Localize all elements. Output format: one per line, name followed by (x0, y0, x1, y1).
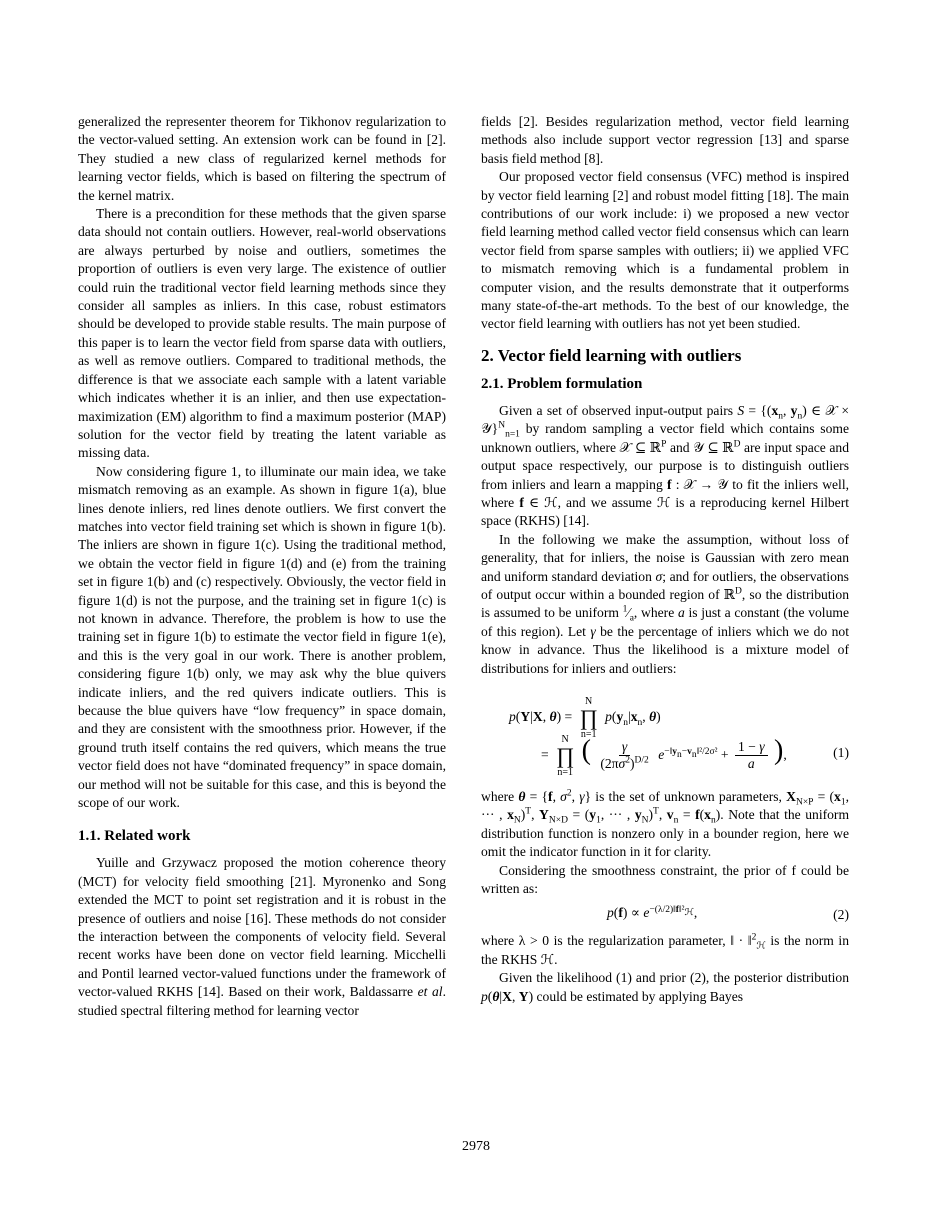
paragraph: generalized the representer theorem for Tikhonov regularization to the vector-valued setting. An extension work can be found in [2]. They studied a new class of regularized kernel methods for learning vector fields, which is based on filtering the spectrum of the kernel matrix. (78, 114, 446, 203)
paragraph: Given the likelihood (1) and prior (2), the posterior distribution p(θ|X, Y) could be estimated by applying Bayes (481, 970, 849, 1004)
left-column (78, 113, 446, 1020)
paragraph: where λ > 0 is the regularization parameter, ‖ · ‖$^2_ℋ$ is the norm in the RKHS ℋ. (481, 932, 849, 967)
text-span: . studied spectral filtering method for learning vector (78, 984, 446, 1018)
equation-1 (481, 678, 849, 788)
page-number: 2978 (462, 1139, 490, 1154)
equation-line: $p(f) \propto e^{-(\lambda/2)‖f‖^2_ℋ}$, (607, 904, 698, 921)
text-span: Given a set of observed input-output pairs (499, 402, 734, 418)
equation-line: = N ∏ n=1 ( $\frac{\gamma}{(2\pi\sigma^2)^{D/2}}$ $e^{-‖y_n-v_n‖^2/2\sigma^2}$ + $\frac{1 - \gamma}{a}$ ), (541, 733, 787, 778)
text-span: where λ > 0 is the regularization parameter, (481, 933, 726, 949)
paragraph: In the following we make the assumption, without loss of generality, that for inliers, the noise is Gaussian with zero mean and uniform standard deviation σ; and for outliers, the observations of output occur within a bounded region of ℝ$^D$, so the distribution is assumed to be uniform $^1⁄_a$, where a is just a constant (the volume of this region). Let γ be the percentage of inliers which we do not know in advance. Thus the likelihood is a mixture model of distributions for inliers and outliers: (481, 531, 849, 676)
text-span: are input space and output space respectively, our purpose is to distinguish outliers from inliers and learn a mapping (481, 439, 849, 492)
right-column (481, 113, 849, 1006)
text-span: is the set of unknown parameters, (595, 788, 782, 804)
paragraph: Considering the smoothness constraint, the prior of f could be written as: (481, 862, 849, 896)
text-span: . Note that the uniform distribution function is nonzero only in a bounder region, here we omit the indicator function in it for clarity. (481, 807, 850, 860)
text-span: could be estimated by applying Bayes (536, 988, 744, 1004)
text-span: In the following we make the assumption, without loss of generality, that for inliers, the noise is Gaussian with zero mean and uniform standard deviation (481, 531, 849, 584)
section-heading: 2. Vector field learning with outliers (481, 345, 742, 365)
text-span: is just a constant (the volume of this region). Let (481, 605, 849, 639)
paragraph: Given a set of observed input-output pairs $S = \{(x_n$, $y_n$) ∈ 𝒳 × 𝒴}$^N_{n=1}$ by random sampling a vector field which contains some unknown outliers, where 𝒳 ⊆ ℝ$^P$ and 𝒴 ⊆ ℝ$^D$ are input space and output space respectively, our purpose is to distinguish outliers from inliers and learn a mapping f : 𝒳 → 𝒴 to fit the inliers well, where f ∈ ℋ, and we assume ℋ is a reproducing kernel Hilbert space (RKHS) [14]. (481, 402, 850, 529)
text-span: Yuille and Grzywacz proposed the motion coherence theory (MCT) for velocity field smoothing [21]. Myronenko and Song extended the MCT to point set registration and it is robust in the presence of outliers and noise [16]. These methods do not consider the interaction between the components of velocity field. Several recent works have been done on vector field learning. Micchelli and Pontil learned vector-valued functions under the framework of vector-valued RKHS [14]. Based on their work, Baldassarre (78, 855, 446, 1000)
paragraph: fields [2]. Besides regularization method, vector field learning methods also include support vector regression [13] and sparse basis field method [8]. (481, 114, 849, 166)
equation-2 (481, 898, 849, 932)
paragraph: Now considering figure 1, to illuminate our main idea, we take mismatch removing as an example. As shown in figure 1(a), blue lines denote inliers, red lines denote outliers. We first convert the matches into vector field training set which is shown in figure 1(b). The inliers are shown in figure 1(c). Using the traditional method, we obtain the vector field in figure 1(d) and (e) from the training set in figure 1(b) and (c) respectively. Obviously, the vector field in figure 1(d) is not the purpose, and the training set in figure 1(c) is not known in advance. Therefore, the problem is how to use the training set in figure 1(b) to estimate the vector field in figure 1(e), and this is the very goal in our work. There is another problem, considering figure 1(b) only, we may ask why the blue quivers indicate inliers, and the red quivers indicate outliers. This is because the blue quivers have “low frequency” in space domain, and they are consistent with the smoothness prior. However, if the ground truth itself contains the red quivers, which means the true vector field does not have “dominated frequency” in space domain, our method will not be suitable for this case, and this is beyond the scope of our work. (78, 463, 446, 811)
paragraph: where θ = {f, $\sigma^2$, γ} is the set of unknown parameters, $X_{N\times P} = (x_1$, ··· , $x_N)^T$, $Y_{N\times D} = (y_1$, ··· , $y_N)^T$, $v_n = f(x_n)$. Note that the uniform distribution function is nonzero only in a bounder region, here we omit the indicator function in it for clarity. (481, 788, 850, 860)
text-span: be the percentage of inliers which we do not know in advance. Thus the likelihood is a mixture model of distributions for inliers and outliers: (481, 623, 849, 676)
text-span: Given the likelihood (1) and prior (2), the posterior distribution (499, 970, 849, 986)
text-span: by random sampling a vector field which contains some unknown outliers, where (481, 421, 849, 455)
paragraph: There is a precondition for these methods that the given sparse data should not contain outliers. However, real-world observations are always perturbed by noise and outliers, sometimes the proportion of outliers is even very large. The existence of outlier could ruin the traditional vector field learning methods since they consider all samples as inliers. In this case, robust estimators should be developed to provide stable results. The main purpose of this paper is to learn the vector field from sparse data with outliers, as well as remove outliers. Compared to traditional methods, the difference is that we associate each sample with a latent variable which indicates whether it is an inlier, and then use expectation-maximization (EM) algorithm to find a maximum posterior (MAP) solution for the vector field by treating the latent variable as missing data. (78, 206, 446, 461)
subsection-heading-problem-formulation: 2.1. Problem formulation (481, 375, 643, 392)
paragraph: Our proposed vector field consensus (VFC) method is inspired by vector field learning [2] and robust model fitting [18]. The main contributions of our work include: i) we proposed a new vector field learning method called vector field consensus which can learn vector field from sparse samples with outliers; ii) we applied VFC to mismatch removing which is a fundamental problem in computer vision, and the results demonstrate that it outperforms many state-of-the-art methods. To the best of our knowledge, the vector field learning with outliers has not yet been studied. (481, 169, 849, 332)
subsection-heading-related-work: 1.1. Related work (78, 828, 191, 845)
text-span: where (481, 788, 515, 804)
paragraph (78, 854, 446, 1020)
text-span: ; and for outliers, the observations of output occur within a bounded region of (481, 568, 849, 602)
text-span: et al (417, 984, 443, 1000)
product-symbol: N ∏ n=1 (556, 733, 575, 778)
equation-line: p(Y|X, θ) = N ∏ n=1 $p(y_n|x_n$, θ) (509, 695, 661, 740)
text-span: is a reproducing kernel Hilbert space (RKHS) [14]. (481, 494, 850, 529)
text-span: , so the distribution is assumed to be uniform (481, 586, 849, 621)
text-span: , and we assume (557, 494, 652, 510)
text-span: is the norm in the RKHS (481, 933, 849, 967)
text-span: to fit the inliers well, where (481, 476, 849, 510)
equation-number: (2) (833, 907, 849, 923)
product-symbol: N ∏ n=1 (579, 695, 598, 740)
text-span: , where (633, 605, 675, 621)
equation-number: (1) (833, 744, 849, 760)
